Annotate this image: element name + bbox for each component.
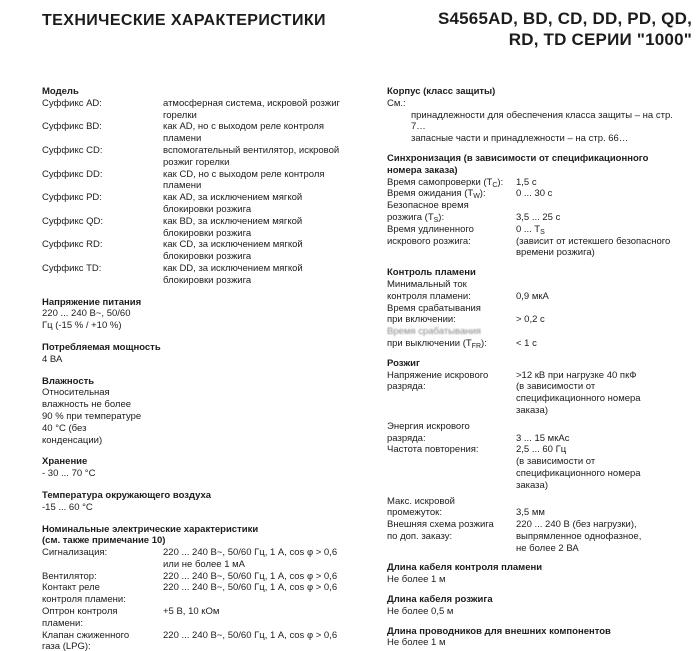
spec-value: блокировки розжига — [163, 274, 252, 286]
spec-value: (зависит от истекшего безопасного — [516, 235, 671, 247]
spec-label: 90 % при температуре — [42, 410, 142, 422]
spec-row — [42, 145, 372, 157]
left-column — [42, 86, 372, 651]
spec-label: Суффикс RD: — [42, 239, 103, 251]
spec-row — [387, 531, 697, 543]
spec-value: 1,5 с — [516, 176, 537, 188]
spec-label: Минимальный ток — [387, 278, 467, 290]
spec-row — [42, 121, 372, 133]
section-title: (см. также примечание 10) — [42, 535, 166, 547]
spec-section — [387, 626, 697, 650]
spec-value: или не более 1 мА — [163, 558, 246, 570]
spec-label: пламени: — [42, 617, 83, 629]
spec-row — [387, 188, 697, 200]
spec-label: Время срабатывания — [387, 326, 481, 338]
spec-label: Время удлиненного — [387, 223, 474, 235]
spec-row — [42, 502, 372, 514]
section-title: Температура окружающего воздуха — [42, 489, 212, 501]
spec-row — [387, 303, 697, 315]
spec-row — [387, 121, 697, 133]
spec-label: Клапан сжиженного — [42, 629, 130, 641]
spec-value: блокировки розжига — [163, 203, 252, 215]
spec-section — [42, 524, 372, 651]
spec-section — [42, 86, 372, 287]
spec-value: 3,5 ... 25 с — [516, 211, 561, 223]
spec-row — [387, 496, 697, 508]
spec-row — [387, 405, 697, 417]
spec-section — [42, 342, 372, 366]
spec-label: конденсации) — [42, 434, 103, 446]
spec-section — [42, 376, 372, 447]
spec-value: как AD, за исключением мягкой — [163, 192, 303, 204]
spec-label: Суффикс DD: — [42, 168, 103, 180]
spec-value: 220 ... 240 В~, 50/60 Гц, 1 А, cos φ > 0,6 — [163, 547, 338, 559]
page-title: ТЕХНИЧЕСКИЕ ХАРАКТЕРИСТИКИ — [42, 12, 326, 29]
section-title: Потребляемая мощность — [42, 341, 161, 353]
spec-label: контроля пламени: — [387, 290, 471, 302]
spec-row — [42, 228, 372, 240]
spec-section — [387, 267, 697, 350]
spec-label: розжига $(T_S)$: — [387, 211, 445, 224]
spec-label — [387, 393, 516, 405]
spec-label: Сигнализация: — [42, 547, 108, 559]
spec-row — [387, 326, 697, 338]
spec-row — [42, 411, 372, 423]
spec-value: 0 ... $T_S$ — [516, 223, 545, 236]
spec-value: 220 ... 240 В~, 50/60 Гц, 1 А, cos φ > 0,6 — [163, 570, 338, 582]
spec-row — [42, 582, 372, 594]
spec-row — [387, 468, 697, 480]
spec-label: 220 ... 240 В~, 50/60 — [42, 308, 131, 320]
spec-label: 4 ВА — [42, 353, 63, 365]
spec-label — [387, 456, 516, 468]
spec-value: (в зависимости от — [516, 381, 596, 393]
spec-row — [387, 444, 697, 456]
spec-row — [42, 594, 372, 606]
spec-label: промежуток: — [387, 507, 442, 519]
spec-row — [387, 421, 697, 433]
spec-label: Относительная — [42, 387, 110, 399]
spec-row — [42, 559, 372, 571]
spec-value: заказа) — [516, 479, 548, 491]
spec-row — [387, 381, 697, 393]
section-title: номера заказа) — [387, 164, 458, 176]
spec-section — [42, 490, 372, 514]
spec-label — [42, 251, 163, 263]
section-title: Контроль пламени — [387, 267, 476, 279]
spec-row — [42, 547, 372, 559]
spec-value: пламени — [163, 180, 202, 192]
section-title: Модель — [42, 86, 79, 97]
spec-row — [42, 571, 372, 583]
spec-label: Суффикс AD: — [42, 97, 102, 109]
spec-value: горелки — [163, 109, 197, 121]
spec-label — [42, 559, 163, 571]
spec-row — [42, 204, 372, 216]
spec-label: Вентилятор: — [42, 570, 97, 582]
spec-row — [42, 641, 372, 651]
spec-row — [42, 630, 372, 642]
spec-row — [387, 133, 697, 145]
section-title: Корпус (класс защиты) — [387, 86, 496, 97]
spec-row — [42, 618, 372, 630]
series-title — [350, 8, 692, 50]
spec-value: спецификационного номера — [516, 467, 641, 479]
spec-row — [42, 98, 372, 110]
spec-value: спецификационного номера — [516, 393, 641, 405]
spec-label: Суффикс TD: — [42, 262, 102, 274]
spec-label: влажность не более — [42, 399, 132, 411]
spec-row — [387, 110, 697, 122]
spec-label — [42, 204, 163, 216]
spec-row — [42, 468, 372, 480]
spec-value: как BD, за исключением мягкой — [163, 215, 303, 227]
spec-label — [42, 228, 163, 240]
spec-row — [387, 507, 697, 519]
spec-label — [42, 133, 163, 145]
section-title: Напряжение питания — [42, 296, 142, 308]
spec-row — [387, 433, 697, 445]
spec-row — [387, 247, 697, 259]
spec-row — [387, 393, 697, 405]
spec-label — [387, 480, 516, 492]
spec-value: 2,5 ... 60 Гц — [516, 444, 567, 456]
section-title: Длина кабеля розжига — [387, 594, 493, 606]
spec-value: 0,9 мкА — [516, 290, 549, 302]
spec-value: пламени — [163, 133, 202, 145]
spec-label: Суффикс BD: — [42, 121, 102, 133]
spec-label: См.: — [387, 97, 406, 109]
spec-label: Суффикс PD: — [42, 192, 102, 204]
spec-value: времени розжига) — [516, 247, 595, 259]
spec-label — [42, 275, 163, 287]
spec-row — [42, 399, 372, 411]
spec-section — [387, 86, 697, 145]
section-title: Длина проводников для внешних компонентов — [387, 625, 611, 637]
spec-row — [42, 423, 372, 435]
spec-value: как CD, за исключением мягкой — [163, 239, 303, 251]
spec-label: разряда: — [387, 381, 426, 393]
spec-row — [42, 275, 372, 287]
spec-label: Гц (-15 % / +10 %) — [42, 320, 122, 332]
spec-row — [387, 606, 697, 618]
spec-row — [42, 320, 372, 332]
spec-label: Напряжение искрового — [387, 369, 489, 381]
spec-value: розжиг горелки — [163, 156, 230, 168]
spec-value: атмосферная система, искровой розжиг — [163, 97, 341, 109]
spec-section — [42, 456, 372, 480]
spec-label — [387, 468, 516, 480]
spec-label: по доп. заказу: — [387, 530, 453, 542]
series-title-line1: S4565AD, BD, CD, DD, PD, QD, — [437, 9, 692, 28]
section-title: Номинальные электрические характеристики — [42, 523, 259, 535]
spec-value: 3 ... 15 мкАс — [516, 432, 570, 444]
spec-label: Время самопроверки $(T_C)$: — [387, 176, 504, 189]
spec-label: Контакт реле — [42, 582, 100, 594]
spec-row — [42, 216, 372, 228]
spec-label: Внешняя схема розжига — [387, 519, 494, 531]
spec-value: 220 ... 240 В~, 50/60 Гц, 1 А, cos φ > 0,6 — [163, 582, 338, 594]
spec-section — [387, 153, 697, 259]
spec-label: контроля пламени: — [42, 594, 126, 606]
spec-row — [42, 180, 372, 192]
spec-value: вспомогательный вентилятор, искровой — [163, 144, 340, 156]
spec-row — [42, 387, 372, 399]
spec-value: как DD, за исключением мягкой — [163, 262, 303, 274]
spec-value: выпрямленное однофазное, — [516, 530, 642, 542]
spec-value: 0 ... 30 с — [516, 188, 553, 200]
spec-section — [387, 358, 697, 555]
spec-row — [42, 435, 372, 447]
spec-label: газа (LPG): — [42, 641, 91, 651]
spec-row — [387, 291, 697, 303]
spec-value: +5 В, 10 кОм — [163, 606, 220, 618]
spec-row — [42, 606, 372, 618]
spec-row — [387, 224, 697, 236]
spec-row — [42, 157, 372, 169]
spec-row — [42, 308, 372, 320]
spec-row — [387, 574, 697, 586]
spec-label: Суффикс CD: — [42, 144, 103, 156]
spec-section — [387, 594, 697, 618]
spec-value: как AD, но с выходом реле контроля — [163, 121, 324, 133]
section-title: Розжиг — [387, 357, 420, 369]
section-title: Синхронизация (в зависимости от спецификационного — [387, 152, 649, 164]
spec-label: Оптрон контроля — [42, 606, 118, 618]
spec-row — [42, 263, 372, 275]
spec-label — [42, 110, 163, 122]
spec-value: (в зависимости от — [516, 456, 596, 468]
section-title: Влажность — [42, 375, 95, 387]
spec-label: разряда: — [387, 432, 426, 444]
spec-label: Макс. искровой — [387, 495, 455, 507]
spec-row — [42, 169, 372, 181]
spec-section — [42, 297, 372, 332]
spec-row — [387, 480, 697, 492]
spec-row — [387, 637, 697, 649]
spec-label: Время срабатывания — [387, 302, 481, 314]
spec-value: как CD, но с выходом реле контроля — [163, 168, 325, 180]
spec-label: Суффикс QD: — [42, 215, 103, 227]
spec-value: < 1 с — [516, 337, 537, 349]
spec-row — [42, 192, 372, 204]
spec-label: - 30 ... 70 °C — [42, 468, 96, 480]
spec-label — [387, 247, 516, 259]
spec-label — [387, 543, 516, 555]
spec-label: Время ожидания $(T_W)$: — [387, 188, 486, 201]
spec-label: -15 ... 60 °C — [42, 501, 93, 513]
series-title-line2: RD, TD СЕРИИ "1000" — [508, 30, 692, 49]
spec-label: Не более 1 м — [387, 574, 446, 586]
spec-row — [387, 543, 697, 555]
spec-row — [387, 456, 697, 468]
spec-row — [42, 239, 372, 251]
section-title: Длина кабеля контроля пламени — [387, 562, 543, 574]
section-title: Хранение — [42, 456, 88, 468]
spec-value: не более 2 ВА — [516, 542, 579, 554]
spec-row — [42, 354, 372, 366]
spec-row — [387, 177, 697, 189]
spec-label — [387, 405, 516, 417]
spec-row — [387, 236, 697, 248]
spec-label — [42, 157, 163, 169]
spec-section — [387, 562, 697, 586]
spec-label: Энергия искрового — [387, 420, 470, 432]
spec-row — [387, 200, 697, 212]
spec-value: 3,5 мм — [516, 507, 545, 519]
spec-label: Частота повторения: — [387, 444, 479, 456]
spec-label: при выключении $(T_{FR})$: — [387, 337, 487, 350]
spec-value: заказа) — [516, 404, 548, 416]
spec-value: 220 ... 240 В (без нагрузки), — [516, 519, 637, 531]
spec-row — [42, 133, 372, 145]
spec-row — [42, 251, 372, 263]
spec-label — [42, 180, 163, 192]
spec-row — [387, 314, 697, 326]
spec-label: 40 °C (без — [42, 422, 87, 434]
spec-label: Безопасное время — [387, 200, 469, 212]
spec-row — [387, 98, 697, 110]
spec-row — [387, 370, 697, 382]
spec-row — [387, 519, 697, 531]
spec-label: 7… — [411, 121, 426, 133]
spec-value: 220 ... 240 В~, 50/60 Гц, 1 А, cos φ > 0,6 — [163, 629, 338, 641]
right-column — [387, 86, 697, 649]
spec-label: Не более 1 м — [387, 637, 446, 649]
spec-value: >12 кВ при нагрузке 40 пкФ — [516, 369, 637, 381]
spec-label: запасные части и принадлежности – на стр. 66… — [411, 133, 629, 145]
spec-label: Не более 0,5 м — [387, 605, 454, 617]
spec-row — [42, 110, 372, 122]
spec-row — [387, 279, 697, 291]
spec-row — [387, 338, 697, 350]
spec-value: блокировки розжига — [163, 251, 252, 263]
spec-value: блокировки розжига — [163, 227, 252, 239]
spec-label: искрового розжига: — [387, 235, 471, 247]
spec-label: при включении: — [387, 314, 456, 326]
spec-value: > 0,2 с — [516, 314, 545, 326]
spec-label: принадлежности для обеспечения класса защиты – на стр. — [411, 109, 673, 121]
spec-row — [387, 212, 697, 224]
